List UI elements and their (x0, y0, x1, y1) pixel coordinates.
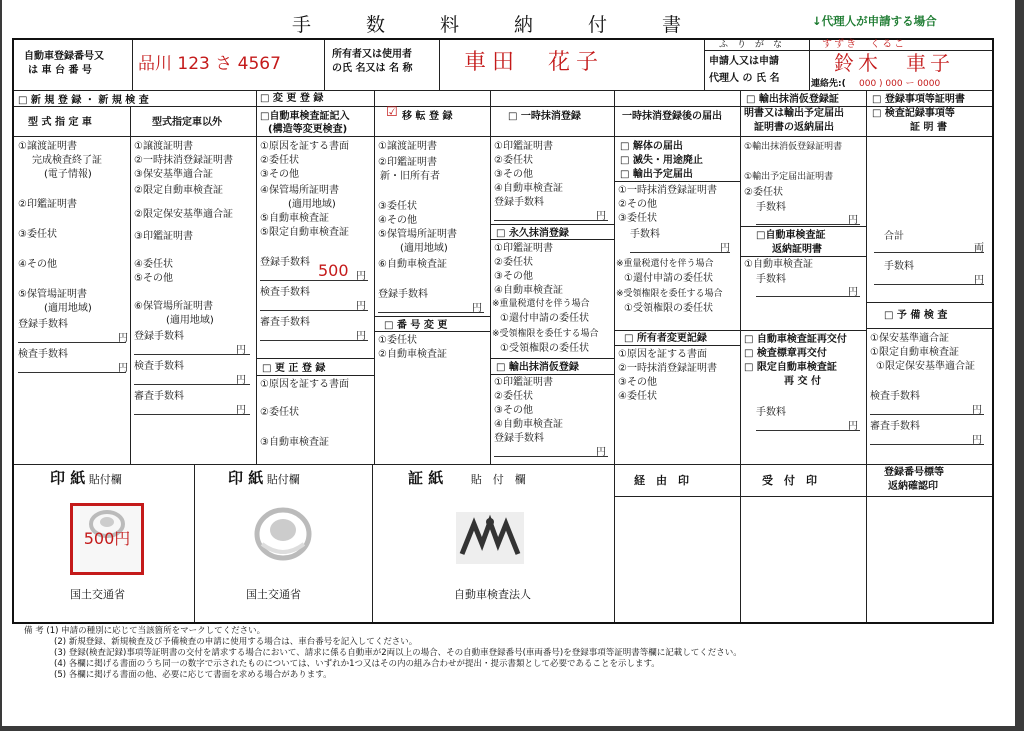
doc-item: ④自動車検査証 (494, 285, 563, 296)
inspection-entry-header[interactable]: □自動車検査証記入 (260, 111, 350, 122)
doc-item: ※受領権限を委任する場合 (616, 289, 723, 299)
doc-item: ①還付申請の委任状 (500, 313, 589, 324)
change-registration-header[interactable]: □ 変 更 登 録 (260, 93, 324, 104)
reissue-option[interactable]: □ 限定自動車検査証 (744, 362, 837, 373)
new-registration-header[interactable]: □ 新 規 登 録 ・ 新 規 検 査 (18, 95, 149, 106)
doc-item: ③その他 (494, 169, 533, 180)
fee-label: 審査手数料 (134, 391, 184, 402)
fee-label: 検査手数料 (18, 349, 68, 360)
doc-item: ③委任状 (378, 201, 417, 212)
registration-cert-header[interactable]: □ 登録事項等証明書 (872, 94, 965, 105)
vehicle-unit: 両 (974, 243, 984, 254)
preliminary-inspection-header[interactable]: □ 予 備 検 査 (884, 310, 948, 321)
perm-deregistration-header[interactable]: □ 永久抹消登録 (496, 228, 569, 239)
doc-item: ②限定自動車検査証 (134, 185, 223, 196)
fee-label: 検査手数料 (870, 391, 920, 402)
reg-label-2: は 車 台 番 号 (28, 65, 92, 76)
agent-note: ↓代理人が申請する場合 (812, 14, 937, 28)
owner-name[interactable]: 車田 花子 (464, 50, 605, 75)
doc-item: ①譲渡証明書 (378, 141, 437, 152)
doc-item: ①受領権限の委任状 (624, 303, 713, 314)
doc-item: 新・旧所有者 (380, 171, 440, 182)
transfer-checkmark[interactable]: ☑ (386, 105, 398, 120)
fee-unit: 円 (236, 405, 246, 416)
applicant-label-1: 申請人又は申請 (709, 56, 779, 67)
doc-item: ①譲渡証明書 (134, 141, 193, 152)
fee-label: 登録手数料 (134, 331, 184, 342)
doc-item: ①印鑑証明書 (494, 377, 553, 388)
inspection-entry-sub: (構造等変更検査) (268, 124, 348, 135)
plate-return-stamp-area[interactable] (867, 497, 991, 621)
applicant-label-2: 代理人 の 氏 名 (709, 73, 780, 84)
doc-item: (適用地域) (166, 315, 214, 326)
doc-item: ②その他 (618, 199, 657, 210)
fee-label: 登録手数料 (494, 433, 544, 444)
doc-item: ④自動車検査証 (494, 183, 563, 194)
fee-label: 審査手数料 (870, 421, 920, 432)
fee-unit: 円 (848, 421, 858, 432)
reg-label-1: 自動車登録番号又 (24, 51, 104, 62)
fee-label: 手数料 (756, 202, 786, 213)
contact-number[interactable]: 000 ) 000 ー 0000 (859, 79, 941, 89)
contact-label: 連絡先:( (811, 79, 846, 89)
doc-item: ②委任状 (494, 155, 533, 166)
fee-unit: 円 (236, 375, 246, 386)
doc-item: ⑤保管場所証明書 (378, 229, 457, 240)
doc-item: ①限定保安基準適合証 (876, 361, 975, 372)
doc-item: ②印鑑証明書 (18, 199, 77, 210)
note-line: (3) 登録(検査記録)事項等証明書の交付を請求する場合において、請求に係る自動車が2両以上の場合、その自動車登録番号(車両番号)を登録事項等証明書等欄に記載してください。 (54, 648, 742, 658)
doc-item: (適用地域) (400, 243, 448, 254)
fee-unit: 円 (720, 243, 730, 254)
fee-unit: 円 (596, 447, 606, 458)
doc-item: ⑥保管場所証明書 (134, 301, 213, 312)
notice-item[interactable]: □ 滅失・用途廃止 (620, 155, 703, 166)
correction-registration-header[interactable]: □ 更 正 登 録 (262, 363, 326, 374)
inspection-record-header[interactable]: □ 検査記録事項等 (872, 108, 955, 119)
doc-item: ※重量税還付を伴う場合 (492, 299, 590, 309)
fee-label: 手数料 (884, 261, 914, 272)
doc-item: ④委任状 (134, 259, 173, 270)
inspection-agency-logo-icon (454, 510, 526, 566)
agent-furigana[interactable]: すずき くるこ (822, 39, 907, 50)
doc-item: (電子情報) (44, 169, 92, 180)
furigana-label: ふ り が な (719, 40, 783, 50)
fee-label: 登録手数料 (18, 319, 68, 330)
mlit-emblem-icon (248, 506, 318, 562)
doc-item: ②一時抹消登録証明書 (618, 363, 717, 374)
stamp-area-1: 印 紙 貼付欄 (50, 469, 122, 487)
fee-unit: 円 (356, 331, 366, 342)
doc-item: ①原因を証する書面 (618, 349, 707, 360)
doc-item: ①委任状 (378, 335, 417, 346)
inspection-cert-return-sub: 返納証明書 (772, 244, 822, 255)
doc-item: ②委任状 (744, 187, 783, 198)
reissue-option[interactable]: □ 検査標章再交付 (744, 348, 827, 359)
doc-item: ③その他 (618, 377, 657, 388)
doc-item: ②委任状 (494, 257, 533, 268)
doc-item: ⑤その他 (134, 273, 173, 284)
owner-label-2: の氏 名又は 名 称 (332, 63, 413, 74)
doc-item: ③委任状 (18, 229, 57, 240)
doc-item: ④その他 (378, 215, 417, 226)
fee-label: 手数料 (630, 229, 660, 240)
certificate-label: 証 明 書 (910, 122, 947, 133)
doc-item: ②印鑑証明書 (378, 157, 437, 168)
doc-item: ③その他 (260, 169, 299, 180)
fee-label: 登録手数料 (260, 257, 310, 268)
fee-label: 検査手数料 (260, 287, 310, 298)
doc-item: ④自動車検査証 (494, 419, 563, 430)
doc-item: ③印鑑証明書 (134, 231, 193, 242)
doc-item: (適用地域) (288, 199, 336, 210)
total-label: 合計 (884, 231, 904, 242)
notice-item[interactable]: □ 輸出予定届出 (620, 169, 693, 180)
doc-item: ①保安基準適合証 (870, 333, 949, 344)
doc-item: ⑤自動車検査証 (260, 213, 329, 224)
doc-item: ①輸出予定届出証明書 (744, 172, 834, 182)
export-cert-return-header-3: 証明書の返納届出 (754, 122, 834, 133)
fee-unit: 円 (472, 303, 482, 314)
plate-return-header-2: 返納確認印 (888, 481, 938, 492)
registration-fee-value[interactable]: 500 (318, 261, 349, 280)
fee-payment-form (12, 38, 994, 624)
doc-item: ②委任状 (260, 407, 299, 418)
doc-item: ①印鑑証明書 (494, 141, 553, 152)
via-stamp-area[interactable] (615, 497, 739, 621)
post-temp-dereg-header: 一時抹消登録後の届出 (622, 111, 722, 122)
fee-label: 手数料 (756, 274, 786, 285)
doc-item: ⑥自動車検査証 (378, 259, 447, 270)
doc-item: ④委任状 (618, 391, 657, 402)
doc-item: ③委任状 (618, 213, 657, 224)
doc-item: ①受領権限の委任状 (500, 343, 589, 354)
doc-item: ②自動車検査証 (378, 349, 447, 360)
doc-item: ③保安基準適合証 (134, 169, 213, 180)
stamp-area-2: 印 紙 貼付欄 (228, 469, 300, 487)
doc-item: ①輸出抹消仮登録証明書 (744, 142, 843, 152)
doc-item: ※受領権限を委任する場合 (492, 329, 599, 339)
stamp-caption: 国土交通省 (246, 588, 301, 601)
fee-unit: 円 (118, 363, 128, 374)
doc-item: ※重量税還付を伴う場合 (616, 259, 714, 269)
doc-item: ②委任状 (494, 391, 533, 402)
export-cert-return-header-2: 明書又は輸出予定届出 (744, 108, 844, 119)
doc-item: ③自動車検査証 (260, 437, 329, 448)
doc-item: ①一時抹消登録証明書 (618, 185, 717, 196)
registration-number[interactable]: 品川 123 さ 4567 (138, 54, 281, 74)
doc-item: ②委任状 (260, 155, 299, 166)
doc-item: ③その他 (494, 405, 533, 416)
reissue-option-sub: 再 交 付 (784, 376, 821, 387)
stamp-caption: 国土交通省 (70, 588, 125, 601)
doc-item: ⑤限定自動車検査証 (260, 227, 349, 238)
transfer-registration-header[interactable]: 移 転 登 録 (402, 111, 453, 122)
fee-unit: 円 (974, 275, 984, 286)
fee-unit: 円 (848, 215, 858, 226)
doc-item: ①自動車検査証 (744, 259, 813, 270)
doc-item: ①還付申請の委任状 (624, 273, 713, 284)
stamp-caption: 自動車検査法人 (454, 588, 531, 601)
fee-unit: 円 (118, 333, 128, 344)
document-title: 手 数 料 納 付 書 (292, 14, 700, 36)
owner-label-1: 所有者又は使用者 (332, 49, 412, 60)
reissue-option[interactable]: □ 自動車検査証再交付 (744, 334, 847, 345)
doc-item: ②限定保安基準適合証 (134, 209, 233, 220)
doc-item: ②一時抹消登録証明書 (134, 155, 233, 166)
doc-item: ①限定自動車検査証 (870, 347, 959, 358)
non-type-designated-label: 型式指定車以外 (152, 117, 222, 128)
stamp-value: 500円 (83, 529, 131, 548)
type-designated-label: 型 式 指 定 車 (28, 117, 92, 128)
doc-item: ③その他 (494, 271, 533, 282)
receipt-stamp-area[interactable] (741, 497, 865, 621)
fee-unit: 円 (596, 211, 606, 222)
note-line: (2) 新規登録、新規検査及び予備検査の申請に使用する場合は、車台番号を記入してください。 (54, 637, 418, 647)
receipt-stamp-header: 受 付 印 (762, 474, 817, 487)
fee-label: 登録手数料 (494, 197, 544, 208)
fee-label: 検査手数料 (134, 361, 184, 372)
number-change-header[interactable]: □ 番 号 変 更 (384, 320, 448, 331)
doc-item: ①譲渡証明書 (18, 141, 77, 152)
plate-return-header: 登録番号標等 (884, 467, 944, 478)
fee-label: 登録手数料 (378, 289, 428, 300)
doc-item: ①原因を証する書面 (260, 379, 349, 390)
owner-change-record-header[interactable]: □ 所有者変更記録 (624, 333, 707, 344)
note-line: (4) 各欄に掲げる書面のうち同一の数字で示されたものについては、いずれか1つ又はその内の組み合わせが提出・提示書類として必要であることを示します。 (54, 659, 660, 669)
fee-unit: 円 (356, 271, 366, 282)
doc-item: ⑤保管場証明書 (18, 289, 87, 300)
fee-unit: 円 (236, 345, 246, 356)
note-line: (5) 各欄に掲げる書面の他、必要に応じて書面を求める場合があります。 (54, 670, 332, 680)
via-stamp-header: 経 由 印 (634, 474, 689, 487)
fee-label: 手数料 (756, 407, 786, 418)
stamp-area-3: 証 紙 貼 付 欄 (408, 469, 526, 487)
revenue-stamp[interactable] (70, 503, 144, 575)
form-page (2, 0, 1015, 726)
export-cert-return-header[interactable]: □ 輸出抹消仮登録証 (746, 94, 839, 105)
fee-unit: 円 (848, 287, 858, 298)
inspection-cert-return-header[interactable]: □自動車検査証 (756, 230, 826, 241)
doc-item: 完成検査終了証 (32, 155, 102, 166)
doc-item: ④保管場所証明書 (260, 185, 339, 196)
doc-item: ④その他 (18, 259, 57, 270)
fee-label: 審査手数料 (260, 317, 310, 328)
doc-item: ①原因を証する書面 (260, 141, 349, 152)
fee-unit: 円 (972, 435, 982, 446)
temp-deregistration-header[interactable]: □ 一時抹消登録 (508, 111, 581, 122)
agent-name[interactable]: 鈴木 車子 (834, 51, 954, 75)
fee-unit: 円 (972, 405, 982, 416)
doc-item: ①印鑑証明書 (494, 243, 553, 254)
doc-item: (適用地域) (44, 303, 92, 314)
notice-item[interactable]: □ 解体の届出 (620, 141, 683, 152)
fee-unit: 円 (356, 301, 366, 312)
note-line: 備 考 (1) 申請の種別に応じて当該箇所をマークしてください。 (24, 626, 266, 636)
export-temp-deregistration-header[interactable]: □ 輸出抹消仮登録 (496, 362, 579, 373)
